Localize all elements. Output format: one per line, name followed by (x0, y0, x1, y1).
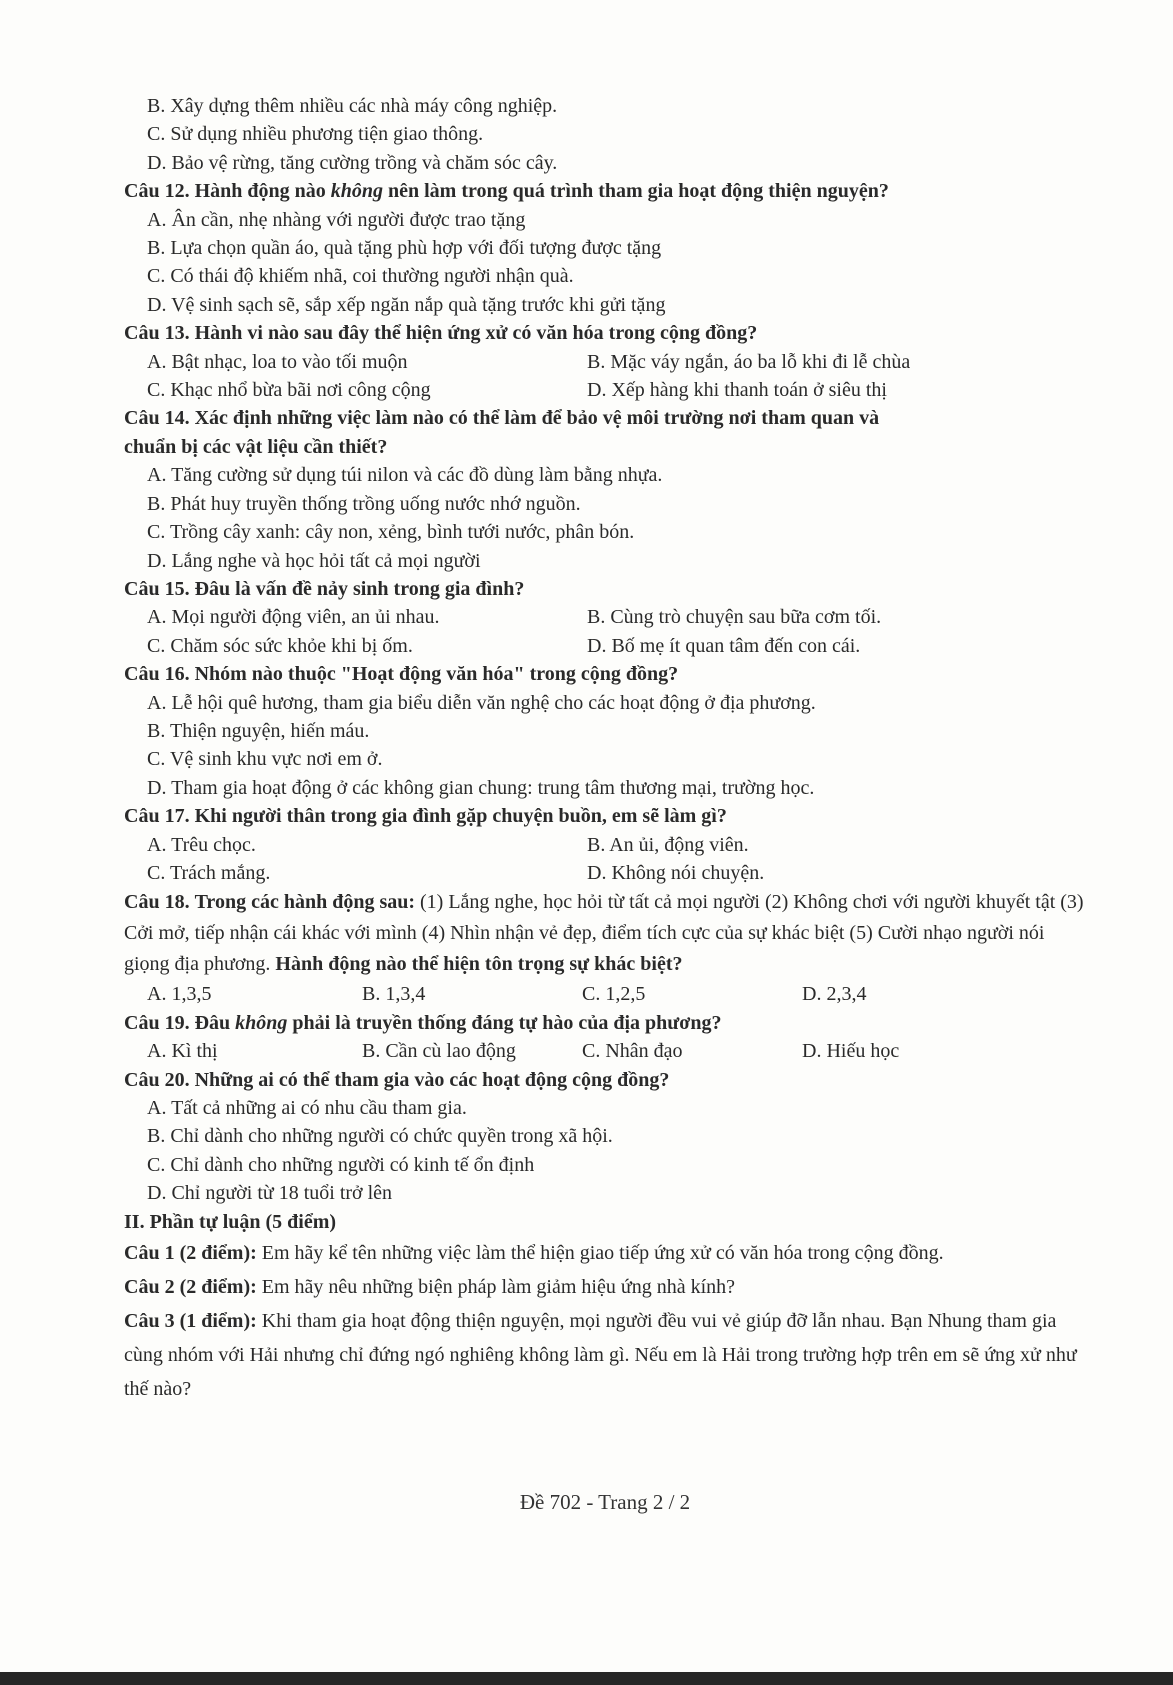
q12-option-a: A. Ân cần, nhẹ nhàng với người được trao tặng (147, 208, 526, 231)
q18-label: Câu 18. (124, 891, 190, 914)
q11-option-b: B. Xây dựng thêm nhiều các nhà máy công nghiệp. (147, 95, 558, 117)
q20-label: Câu 20. (124, 1068, 190, 1091)
essay-q1-label: Câu 1 (2 điểm): (124, 1242, 257, 1265)
part2-heading: II. Phần tự luận (5 điểm) (124, 1210, 337, 1233)
q12-question (124, 177, 1084, 205)
essay-q1-text: Em hãy kể tên những việc làm thể hiện giao tiếp ứng xử có văn hóa trong cộng đồng. (261, 1242, 944, 1265)
q13-options-row-2 (124, 376, 1084, 404)
q13-text: Hành vi nào sau đây thể hiện ứng xử có văn hóa trong cộng đồng? (194, 322, 758, 345)
q13-label: Câu 13. (124, 322, 190, 345)
q20-text: Những ai có thể tham gia vào các hoạt động cộng đồng? (194, 1068, 670, 1091)
q11-option-c: C. Sử dụng nhiều phương tiện giao thông. (147, 123, 484, 146)
q19-pre: Đâu (194, 1011, 231, 1034)
q18-question (124, 887, 1084, 980)
q12-post: nên làm trong quá trình tham gia hoạt động thiện nguyện? (388, 180, 889, 203)
q12-option-d: D. Vệ sinh sạch sẽ, sắp xếp ngăn nắp quà tặng trước khi gửi tặng (147, 293, 666, 316)
q13-option-c: C. Khạc nhổ bừa bãi nơi công cộng (147, 379, 431, 402)
q19-option-d: D. Hiếu học (802, 1040, 900, 1063)
q17-option-b: B. An ủi, động viên. (587, 833, 749, 856)
q17-label: Câu 17. (124, 805, 190, 828)
q17-options-row-2 (124, 859, 1084, 887)
q15-options-row-1 (124, 603, 1084, 631)
q18-options-row (124, 980, 1084, 1008)
q14-text-1: Xác định những việc làm nào có thể làm để bảo vệ môi trường nơi tham quan và (194, 407, 880, 430)
q18-option-b: B. 1,3,4 (362, 983, 426, 1006)
q18-option-a: A. 1,3,5 (147, 983, 212, 1006)
q14-option-c: C. Trồng cây xanh: cây non, xẻng, bình tưới nước, phân bón. (147, 521, 635, 544)
q17-text: Khi người thân trong gia đình gặp chuyện buồn, em sẽ làm gì? (194, 805, 727, 828)
essay-q1 (124, 1236, 1084, 1270)
q18-ask: Hành động nào thể hiện tôn trọng sự khác biệt? (275, 953, 683, 976)
q17-option-a: A. Trêu chọc. (147, 833, 256, 856)
q19-option-c: C. Nhân đạo (582, 1040, 683, 1063)
q13-option-b: B. Mặc váy ngắn, áo ba lỗ khi đi lễ chùa (587, 350, 911, 373)
q20-option-a: A. Tất cả những ai có nhu cầu tham gia. (147, 1097, 467, 1119)
q16-text: Nhóm nào thuộc "Hoạt động văn hóa" trong cộng đồng? (194, 663, 679, 686)
q16-label: Câu 16. (124, 663, 190, 686)
q20-option-d: D. Chỉ người từ 18 tuổi trở lên (147, 1182, 393, 1205)
q12-option-b: B. Lựa chọn quần áo, quà tặng phù hợp với đối tượng được tặng (147, 237, 662, 260)
q19-question (124, 1009, 1084, 1037)
q12-label: Câu 12. (124, 180, 190, 203)
q16-option-a: A. Lễ hội quê hương, tham gia biểu diễn văn nghệ cho các hoạt động ở địa phương. (147, 691, 816, 714)
q12-pre: Hành động nào (194, 180, 326, 203)
essay-q2-label: Câu 2 (2 điểm): (124, 1276, 257, 1299)
q17-option-d: D. Không nói chuyện. (587, 861, 765, 884)
q15-question (124, 575, 1084, 603)
q13-options-row-1 (124, 348, 1084, 376)
q20-option-b: B. Chỉ dành cho những người có chức quyền trong xã hội. (147, 1125, 613, 1148)
q16-option-b: B. Thiện nguyện, hiến máu. (147, 719, 370, 742)
q18-body: (1) Lắng nghe, học hỏi từ tất cả mọi người (2) Không chơi với người khuyết tật (3) Cởi mở, tiếp nhận cái khác với mình (4) Nhìn nhận vẻ đẹp, điểm tích cực của sự khác biệt (5) Cười nhạo người nói giọng địa phương. (124, 891, 1084, 976)
q14-question (124, 404, 1084, 432)
q13-option-a: A. Bật nhạc, loa to vào tối muộn (147, 350, 408, 373)
q17-option-c: C. Trách mắng. (147, 861, 271, 884)
q19-option-a: A. Kì thị (147, 1040, 218, 1063)
q15-option-d: D. Bố mẹ ít quan tâm đến con cái. (587, 634, 861, 657)
q14-option-a: A. Tăng cường sử dụng túi nilon và các đồ dùng làm bằng nhựa. (147, 464, 663, 487)
q14-label: Câu 14. (124, 407, 190, 430)
q20-question (124, 1066, 1084, 1094)
q14-question-cont: chuẩn bị các vật liệu cần thiết? (124, 435, 388, 458)
q13-option-d: D. Xếp hàng khi thanh toán ở siêu thị (587, 379, 887, 402)
q15-option-a: A. Mọi người động viên, an ủi nhau. (147, 606, 440, 629)
q14-option-d: D. Lắng nghe và học hỏi tất cả mọi người (147, 549, 481, 572)
q16-option-d: D. Tham gia hoạt động ở các không gian chung: trung tâm thương mại, trường học. (147, 776, 815, 799)
q17-options-row-1 (124, 831, 1084, 859)
q18-option-c: C. 1,2,5 (582, 983, 646, 1006)
q15-text: Đâu là vấn đề nảy sinh trong gia đình? (194, 577, 525, 600)
q13-question (124, 319, 1084, 347)
q11-option-d: D. Bảo vệ rừng, tăng cường trồng và chăm sóc cây. (147, 151, 558, 174)
q15-label: Câu 15. (124, 577, 190, 600)
essay-q3 (124, 1304, 1084, 1406)
q17-question (124, 802, 1084, 830)
q19-post: phải là truyền thống đáng tự hào của địa phương? (292, 1011, 722, 1034)
q20-option-c: C. Chỉ dành cho những người có kinh tế ổn định (147, 1153, 535, 1176)
q12-emphasis: không (330, 180, 383, 203)
q19-options-row (124, 1037, 1084, 1065)
essay-q2-text: Em hãy nêu những biện pháp làm giảm hiệu ứng nhà kính? (261, 1276, 736, 1299)
q19-emphasis: không (235, 1011, 288, 1034)
essay-q3-label: Câu 3 (1 điểm): (124, 1310, 257, 1333)
q15-option-b: B. Cùng trò chuyện sau bữa cơm tối. (587, 606, 882, 629)
q16-question (124, 660, 1084, 688)
q19-option-b: B. Cần cù lao động (362, 1040, 516, 1063)
q18-lead: Trong các hành động sau: (194, 891, 416, 914)
q16-option-c: C. Vệ sinh khu vực nơi em ở. (147, 748, 383, 771)
q14-option-b: B. Phát huy truyền thống trồng uống nước nhớ nguồn. (147, 492, 581, 515)
scan-bottom-edge (0, 1672, 1173, 1685)
q15-options-row-2 (124, 632, 1084, 660)
q19-label: Câu 19. (124, 1011, 190, 1034)
exam-page (124, 92, 1084, 1406)
q18-option-d: D. 2,3,4 (802, 983, 867, 1006)
essay-q2 (124, 1270, 1084, 1304)
q12-option-c: C. Có thái độ khiếm nhã, coi thường người nhận quà. (147, 265, 574, 288)
q15-option-c: C. Chăm sóc sức khỏe khi bị ốm. (147, 634, 413, 657)
page-footer: Đề 702 - Trang 2 / 2 (519, 1490, 691, 1514)
essay-q3-text: Khi tham gia hoạt động thiện nguyện, mọi người đều vui vẻ giúp đỡ lẫn nhau. Bạn Nhung tham gia cùng nhóm với Hải nhưng chỉ đứng ngó nghiêng không làm gì. Nếu em là Hải trong trường hợp trên em sẽ ứng xử như thế nào? (124, 1310, 1077, 1401)
